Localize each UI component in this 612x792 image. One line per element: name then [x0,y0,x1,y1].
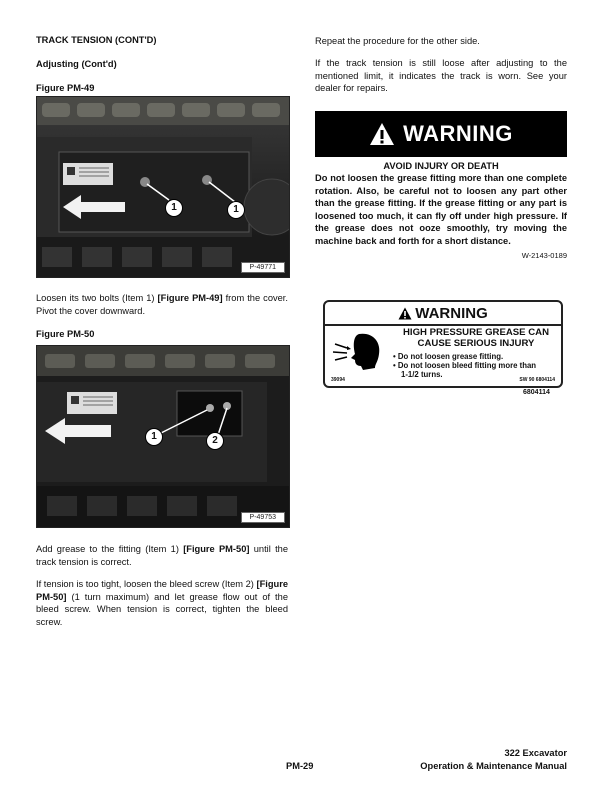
figure-reference: [Figure PM-50] [36,579,288,602]
text: Add grease to the fitting (Item 1) [36,544,184,554]
track-cover-illustration [37,97,289,277]
warning-code: W-2143-0189 [521,251,567,260]
decal-header [325,302,561,326]
text: until the track tension is correct. [36,544,288,567]
warning-heading: AVOID INJURY OR DEATH [383,161,499,171]
head-injury-icon [329,328,387,374]
text: (1 turn maximum) and let grease flow out of the bleed screw. When tension is correct, tighten the bleed screw. [36,591,288,627]
figure-pm49-photo [36,96,290,278]
warning-decal [323,300,563,388]
decal-line-1: HIGH PRESSURE GREASE CAN [402,327,550,338]
footer-model: 322 Excavator [504,748,567,758]
figure-pm49-title: Figure PM-49 [36,83,95,93]
bleed-screw-paragraph [36,578,288,628]
callout-item-1: 1 [145,428,163,446]
text: If tension is too tight, loosen the bleed screw (Item 2) [36,579,257,589]
page-number: PM-29 [286,761,314,771]
decal-left-code: 39094 [331,377,345,383]
warning-triangle-icon [369,122,395,146]
decal-hazard-text [393,327,559,349]
decal-bullet-2-cont: 1-1/2 turns. [401,370,443,379]
text: Loosen its two bolts (Item 1) [36,293,158,303]
callout-item-1b: 1 [227,201,245,219]
warning-banner [315,111,567,157]
warning-body: Do not loosen the grease fitting more than one complete rotation. Also, be careful not to loosen any part other than the grease fitting. If the grease fitting or any part is loosened too much, it can fly off under high pressure. If the grease does not ooze smoothly, try moving the machine back and forth for a short distance. [315,173,567,246]
loosen-bolts-paragraph [36,292,288,317]
footer-manual: Operation & Maintenance Manual [420,761,567,771]
section-title: TRACK TENSION (CONT'D) [36,35,157,45]
decal-warning-icon [398,307,412,320]
warning-box [315,111,567,260]
callout-item-1a: 1 [165,199,183,217]
repeat-procedure-text: Repeat the procedure for the other side. [315,36,480,46]
decal-line-2: CAUSE SERIOUS INJURY [417,338,535,349]
figure-reference: [Figure PM-50] [183,544,250,554]
decal-right-code: SW 90 6804114 [519,377,555,383]
add-grease-paragraph [36,543,288,568]
track-worn-paragraph: If the track tension is still loose after adjusting to the mentioned limit, it indicates the track is worn. See your dealer for repairs. [315,58,567,94]
figure-pm50-photo [36,345,290,528]
decal-bullet-2: • Do not loosen bleed fitting more than [393,361,537,370]
callout-item-2: 2 [206,432,224,450]
photo-number: P-49753 [241,512,285,523]
text: from the cover. Pivot the cover downward. [36,293,288,316]
figure-reference: [Figure PM-49] [157,293,223,303]
decal-part-number: 6804114 [523,389,550,396]
decal-title: WARNING [415,304,488,322]
grease-fitting-illustration [37,346,289,527]
decal-bullet-1: • Do not loosen grease fitting. [393,352,504,361]
figure-pm50-title: Figure PM-50 [36,329,95,339]
subsection-title: Adjusting (Cont'd) [36,59,117,69]
photo-number: P-49771 [241,262,285,273]
decal-instructions [393,352,561,379]
warning-title: WARNING [403,121,513,146]
